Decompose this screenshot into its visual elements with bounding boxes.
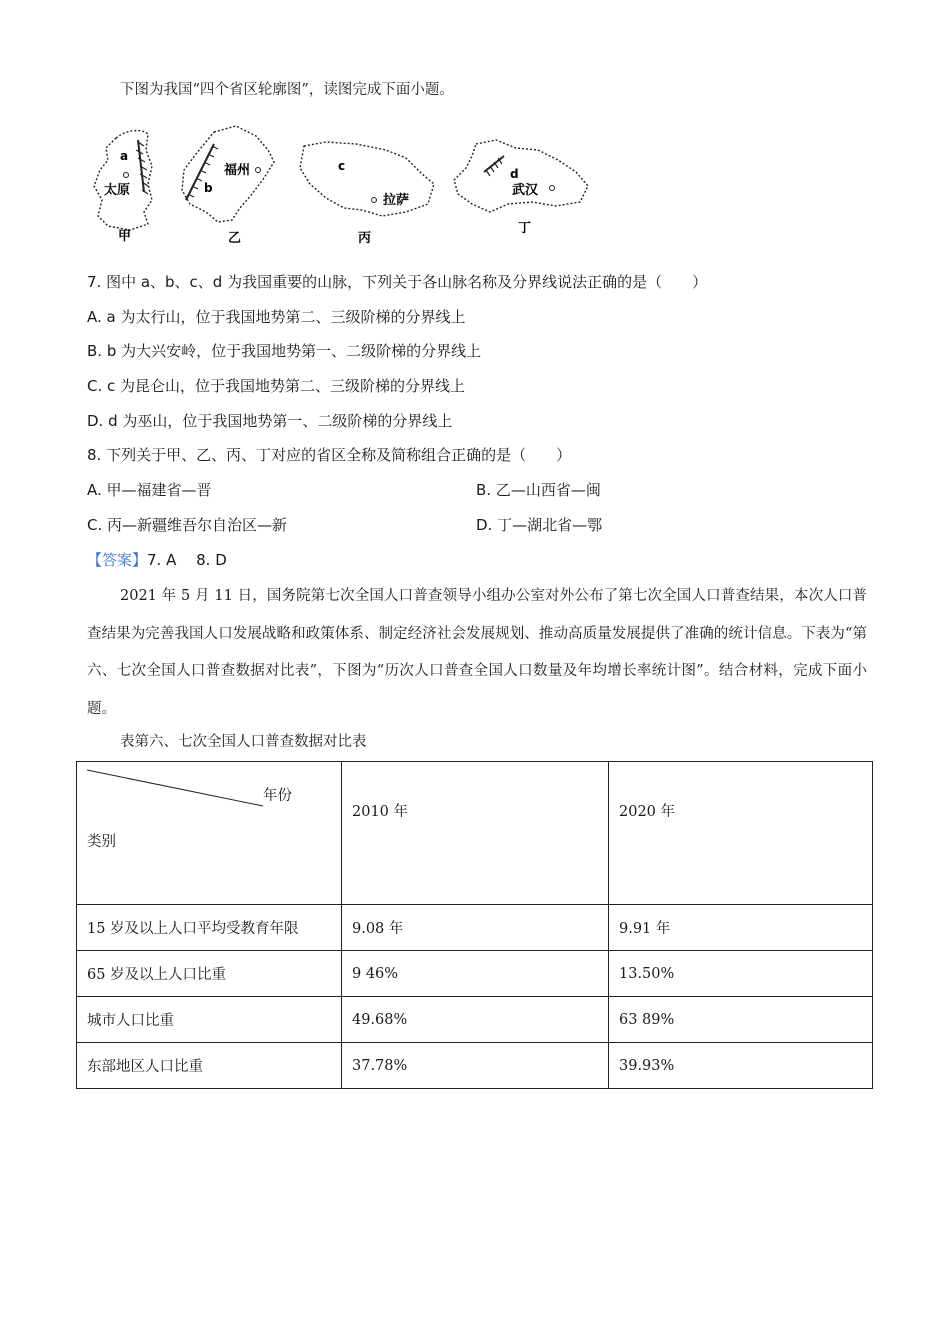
mountain-d-icon	[484, 156, 504, 176]
map-yi-label: 乙	[228, 231, 242, 246]
map-bing	[300, 142, 434, 216]
province-outline-maps	[86, 120, 606, 250]
cell-2020: 13.50%	[609, 951, 873, 997]
q8-option-b: B. 乙—山西省—闽	[476, 481, 601, 499]
q8-option-c: C. 丙—新疆维吾尔自治区—新	[87, 516, 288, 534]
map-ding-mountain: d	[510, 167, 519, 181]
map-jia-label: 甲	[118, 229, 132, 244]
table-row	[77, 951, 873, 997]
map-ding	[454, 140, 588, 212]
map-yi-city: 福州	[224, 163, 251, 178]
table-row	[77, 905, 873, 951]
q8-option-a: A. 甲—福建省—晋	[87, 481, 212, 499]
row-label: 65 岁及以上人口比重	[77, 951, 342, 997]
map-bing-city: 拉萨	[383, 193, 410, 208]
q7-option-b: B. b 为大兴安岭，位于我国地势第一、二级阶梯的分界线上	[87, 342, 482, 360]
map-bing-label: 丙	[358, 231, 372, 246]
row-label: 15 岁及以上人口平均受教育年限	[77, 905, 342, 951]
q8-stem: 8. 下列关于甲、乙、丙、丁对应的省区全称及简称组合正确的是（ ）	[87, 446, 572, 464]
cell-2020: 39.93%	[609, 1043, 873, 1089]
table-row	[77, 1043, 873, 1089]
map-ding-label: 丁	[518, 221, 532, 236]
q8-option-d: D. 丁—湖北省—鄂	[476, 516, 603, 534]
q7-option-d: D. d 为巫山，位于我国地势第一、二级阶梯的分界线上	[87, 412, 453, 430]
cell-2010: 9.08 年	[342, 905, 609, 951]
answer-text: 7. A 8. D	[147, 551, 227, 569]
row-label: 城市人口比重	[77, 997, 342, 1043]
map-jia-mountain: a	[120, 149, 129, 163]
cell-2010: 9 46%	[342, 951, 609, 997]
col-header-2010: 2010 年	[342, 762, 609, 905]
cell-2010: 49.68%	[342, 997, 609, 1043]
intro-text: 下图为我国“四个省区轮廓图”，读图完成下面小题。	[120, 82, 454, 98]
corner-diagonal-line	[77, 762, 341, 866]
answer-tag: 【答案】	[87, 551, 148, 569]
table-header-row	[77, 762, 873, 905]
mountain-b-icon	[186, 144, 218, 200]
table-row	[77, 997, 873, 1043]
q7-stem: 7. 图中 a、b、c、d 为我国重要的山脉，下列关于各山脉名称及分界线说法正确的是（ ）	[87, 273, 708, 291]
table-corner-cell	[77, 762, 342, 905]
census-comparison-table	[76, 761, 873, 1089]
q7-option-c: C. c 为昆仑山，位于我国地势第二、三级阶梯的分界线上	[87, 377, 466, 395]
map-ding-city: 武汉	[512, 183, 539, 198]
passage-text: 2021 年 5 月 11 日，国务院第七次全国人口普查领导小组办公室对外公布了第七次全国人口普查结果，本次人口普查结果为完善我国人口发展战略和政策体系、制定经济社会发展规划、推动高质量发展提供了准确的统计信息。下表为“第六、七次全国人口普查数据对比表”，下图为“历次人口普查全国人口数量及年均增长率统计图”。结合材料，完成下面小题。	[87, 588, 867, 717]
cell-2010: 37.78%	[342, 1043, 609, 1089]
map-yi-mountain: b	[204, 181, 213, 195]
cell-2020: 9.91 年	[609, 905, 873, 951]
cell-2020: 63 89%	[609, 997, 873, 1043]
map-jia-city: 太原	[104, 183, 131, 198]
answer-line	[87, 550, 227, 570]
corner-year-label: 年份	[263, 788, 292, 804]
q7-option-a: A. a 为太行山，位于我国地势第二、三级阶梯的分界线上	[87, 308, 466, 326]
corner-category-label: 类别	[87, 834, 116, 850]
map-bing-mountain: c	[338, 159, 346, 173]
table-caption: 表第六、七次全国人口普查数据对比表	[120, 734, 367, 750]
row-label: 东部地区人口比重	[77, 1043, 342, 1089]
col-header-2020: 2020 年	[609, 762, 873, 905]
